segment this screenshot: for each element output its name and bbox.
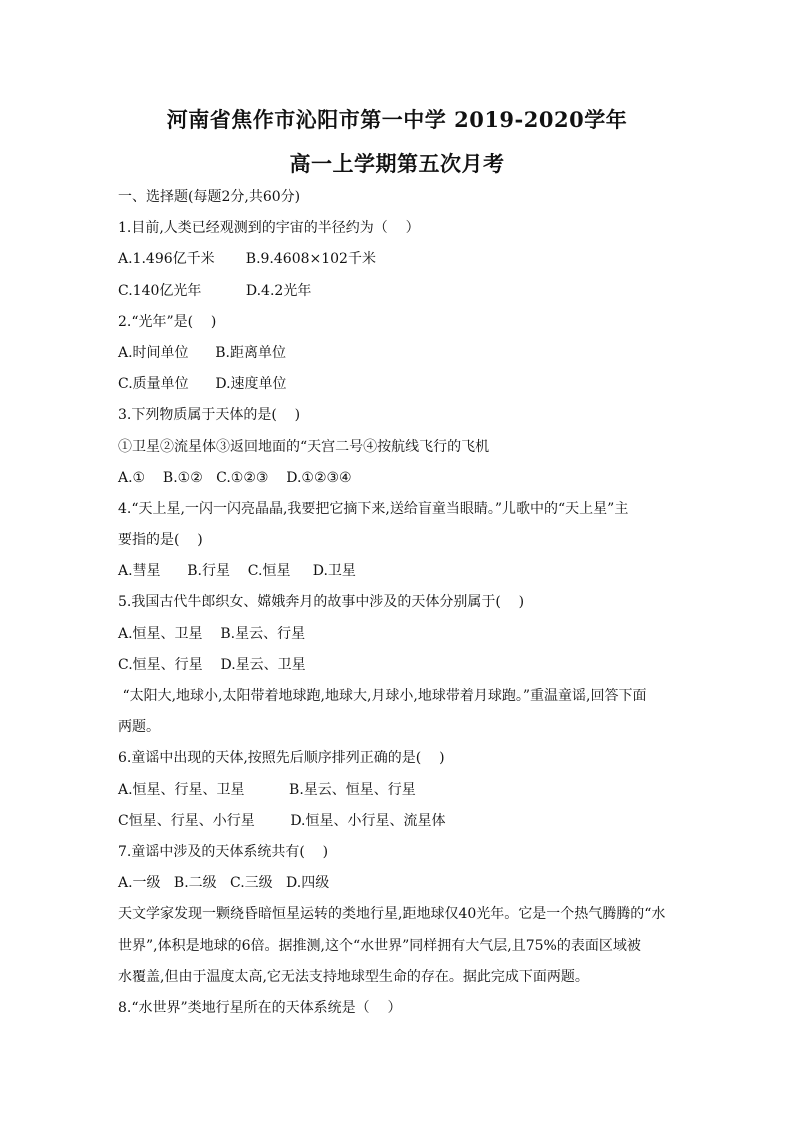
options-1-ab: A.1.496亿千米 B.9.4608×102千米 — [118, 251, 376, 268]
options-2-cd: C.质量单位 D.速度单位 — [118, 376, 287, 393]
question-8: 8.“水世界”类地行星所在的天体系统是（ ） — [118, 999, 402, 1016]
passage-2-line1: 天文学家发现一颗绕昏暗恒星运转的类地行星,距地球仅40光年。它是一个热气腾腾的“水 — [118, 906, 666, 923]
section-heading: 一、选择题(每题2分,共60分) — [118, 189, 301, 205]
passage-1-line2: 两题。 — [118, 719, 160, 736]
options-1-cd: C.140亿光年 D.4.2光年 — [118, 282, 312, 299]
question-2: 2.“光年”是( ) — [118, 313, 217, 330]
options-5-ab: A.恒星、卫星 B.星云、行星 — [118, 625, 306, 642]
options-6-cd: C恒星、行星、小行星 D.恒星、小行星、流星体 — [118, 812, 446, 829]
question-5: 5.我国古代牛郎织女、嫦娥奔月的故事中涉及的天体分别属于( ) — [118, 594, 525, 611]
question-7: 7.童谣中涉及的天体系统共有( ) — [118, 843, 329, 860]
document-subtitle: 高一上学期第五次月考 — [289, 151, 505, 176]
options-4: A.彗星 B.行星 C.恒星 D.卫星 — [118, 563, 356, 580]
passage-2-line3: 水覆盖,但由于温度太高,它无法支持地球型生命的存在。据此完成下面两题。 — [118, 968, 589, 985]
question-4-line1: 4.“天上星,一闪一闪亮晶晶,我要把它摘下来,送给盲童当眼睛。”儿歌中的“天上星”主 — [118, 500, 629, 517]
options-2-ab: A.时间单位 B.距离单位 — [118, 344, 286, 361]
question-3-items: ①卫星②流星体③返回地面的“天宫二号④按航线飞行的飞机 — [118, 438, 490, 455]
passage-2-line2: 世界”,体积是地球的6倍。据推测,这个“水世界”同样拥有大气层,且75%的表面区域被 — [118, 937, 641, 954]
document-title: 河南省焦作市沁阳市第一中学 2019-2020学年 — [166, 107, 628, 132]
question-4-line2: 要指的是( ) — [118, 532, 203, 549]
options-5-cd: C.恒星、行星 D.星云、卫星 — [118, 656, 306, 673]
question-6: 6.童谣中出现的天体,按照先后顺序排列正确的是( ) — [118, 750, 445, 767]
options-6-ab: A.恒星、行星、卫星 B.星云、恒星、行星 — [118, 781, 416, 798]
question-body — [118, 182, 680, 1024]
question-3: 3.下列物质属于天体的是( ) — [118, 407, 301, 424]
options-3: A.① B.①② C.①②③ D.①②③④ — [118, 469, 352, 486]
question-1: 1.目前,人类已经观测到的宇宙的半径约为（ ） — [118, 220, 420, 237]
options-7: A.一级 B.二级 C.三级 D.四级 — [118, 875, 330, 892]
passage-1-line1: “太阳大,地球小,太阳带着地球跑,地球大,月球小,地球带着月球跑。”重温童谣,回答下面 — [118, 688, 647, 704]
